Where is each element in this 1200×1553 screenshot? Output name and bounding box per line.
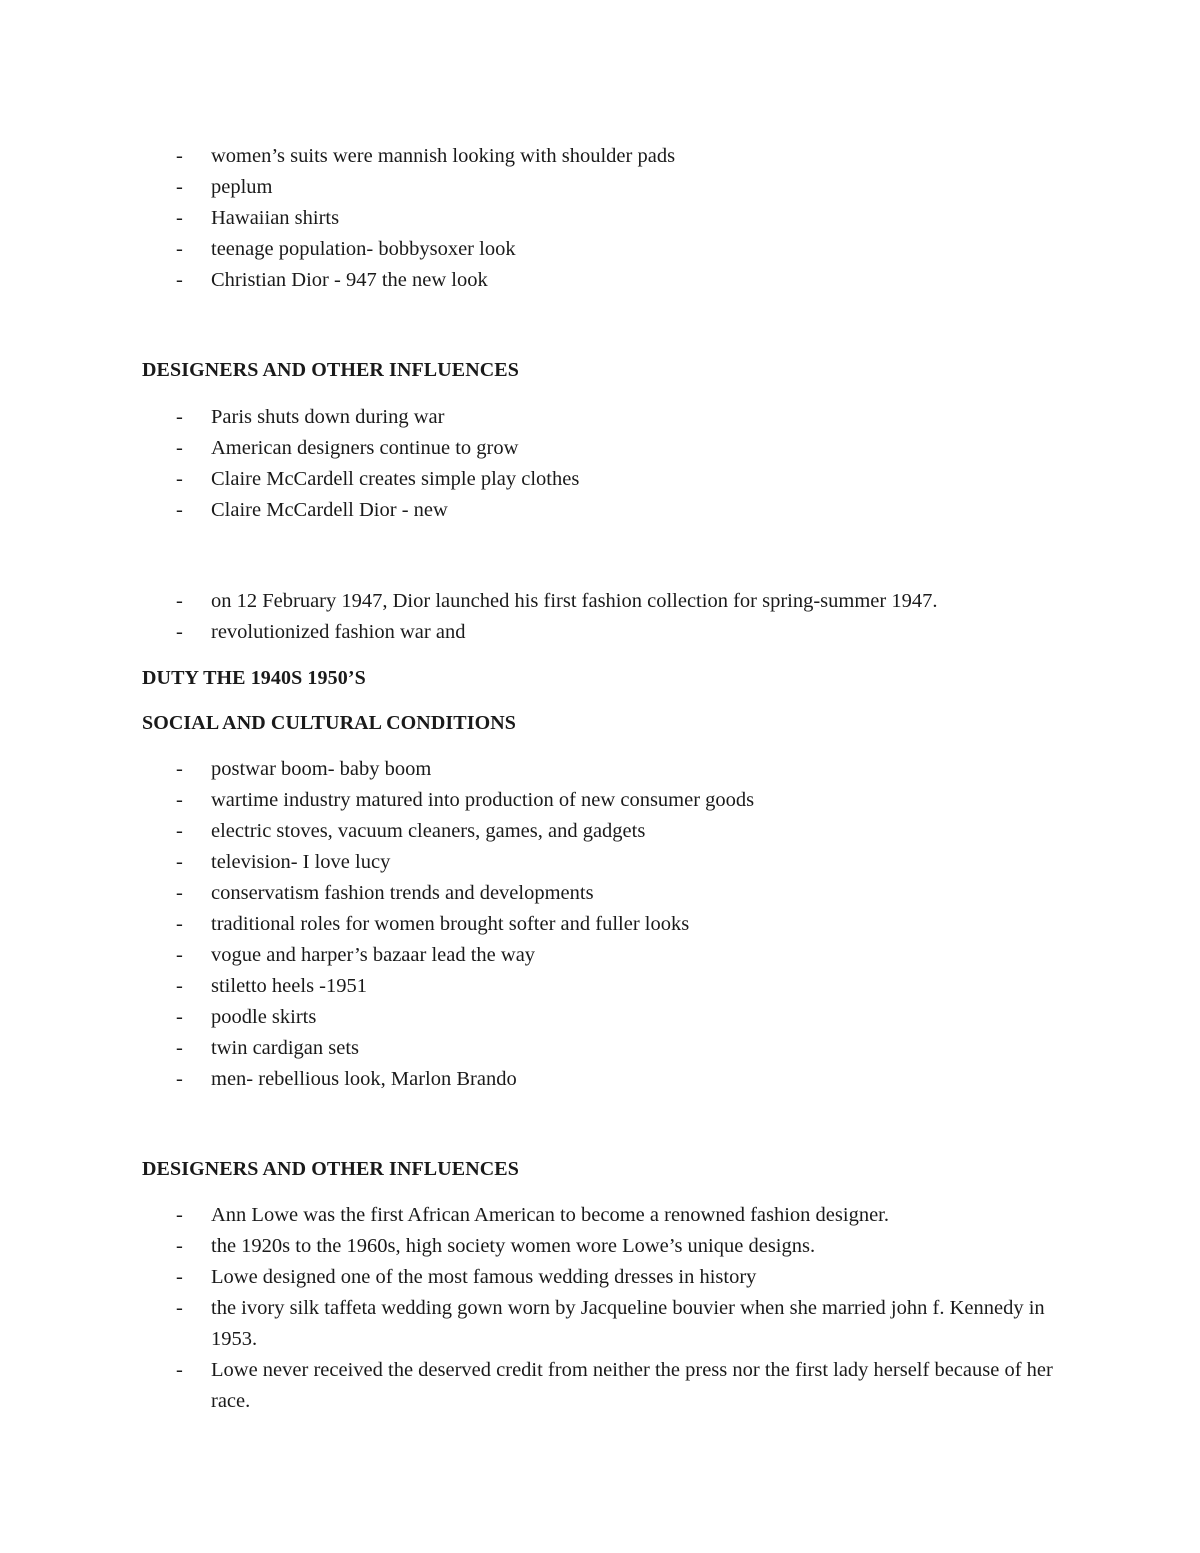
list-item: - Claire McCardell creates simple play clothes: [0, 464, 1200, 495]
list-item: - Paris shuts down during war: [0, 402, 1200, 433]
list-item: - peplum: [0, 172, 1200, 203]
list-item: - poodle skirts: [0, 1002, 1200, 1033]
list-item: - teenage population- bobbysoxer look: [0, 234, 1200, 265]
list-designers-1940s: [0, 402, 1200, 526]
list-item: - vogue and harper’s bazaar lead the way: [0, 940, 1200, 971]
list-dior-launch: [0, 586, 1200, 648]
list-item: - Lowe designed one of the most famous wedding dresses in history: [0, 1262, 1200, 1293]
list-item: - men- rebellious look, Marlon Brando: [0, 1064, 1200, 1095]
section-heading-designers-1: DESIGNERS AND OTHER INFLUENCES: [142, 359, 519, 381]
list-item: - television- I love lucy: [0, 847, 1200, 878]
section-heading-duty: DUTY THE 1940S 1950’S: [142, 667, 366, 689]
list-item: - American designers continue to grow: [0, 433, 1200, 464]
list-item: - traditional roles for women brought softer and fuller looks: [0, 909, 1200, 940]
list-item: - conservatism fashion trends and developments: [0, 878, 1200, 909]
section-heading-designers-2: DESIGNERS AND OTHER INFLUENCES: [142, 1158, 519, 1180]
list-item: - twin cardigan sets: [0, 1033, 1200, 1064]
list-item: - women’s suits were mannish looking with shoulder pads: [0, 141, 1200, 172]
list-item: - wartime industry matured into production of new consumer goods: [0, 785, 1200, 816]
list-item: - the 1920s to the 1960s, high society women wore Lowe’s unique designs.: [0, 1231, 1200, 1262]
list-fashion-1940s: [0, 141, 1200, 296]
list-item: - the ivory silk taffeta wedding gown worn by Jacqueline bouvier when she married john f. Kennedy in 1953.: [0, 1293, 1200, 1355]
list-item: - stiletto heels -1951: [0, 971, 1200, 1002]
list-item: - revolutionized fashion war and: [0, 617, 1200, 648]
list-ann-lowe: [0, 1200, 1200, 1417]
list-social-conditions: [0, 754, 1200, 1095]
list-item: - Christian Dior - 947 the new look: [0, 265, 1200, 296]
list-item: - postwar boom- baby boom: [0, 754, 1200, 785]
list-item: - Claire McCardell Dior - new: [0, 495, 1200, 526]
list-item: - Hawaiian shirts: [0, 203, 1200, 234]
list-item: - Ann Lowe was the first African American to become a renowned fashion designer.: [0, 1200, 1200, 1231]
list-item: - electric stoves, vacuum cleaners, games, and gadgets: [0, 816, 1200, 847]
list-item: - Lowe never received the deserved credit from neither the press nor the first lady herself because of her race.: [0, 1355, 1200, 1417]
list-item: - on 12 February 1947, Dior launched his first fashion collection for spring-summer 1947.: [0, 586, 1200, 617]
section-heading-social-cultural: SOCIAL AND CULTURAL CONDITIONS: [142, 712, 517, 734]
